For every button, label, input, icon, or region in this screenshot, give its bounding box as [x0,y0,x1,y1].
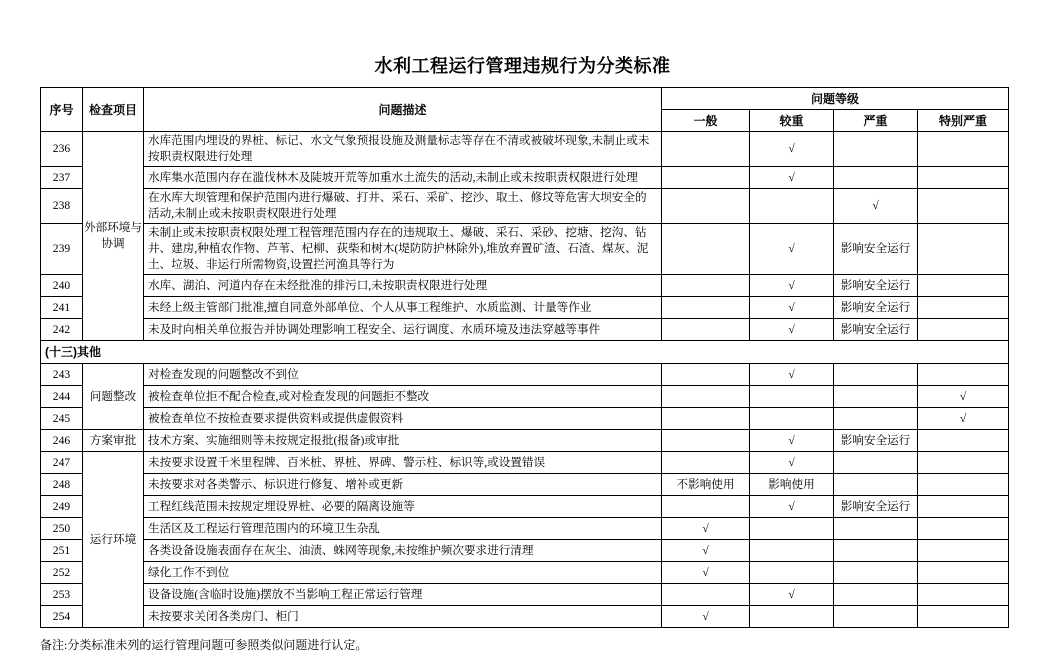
page-title: 水利工程运行管理违规行为分类标准 [374,56,671,76]
col-header-index: 序号 [41,88,83,132]
row-index: 240 [41,275,83,297]
table-header [41,88,1009,132]
header-row-1 [41,88,1009,110]
footnote: 备注:分类标准未列的运行管理问题可参照类似问题进行认定。 [40,638,368,652]
level-cell-moderate [750,562,834,584]
description-cell: 设备设施(含临时设施)摆放不当影响工程正常运行管理 [144,584,662,606]
level-cell-moderate: √ [750,584,834,606]
row-index: 250 [41,518,83,540]
table-row [41,297,1009,319]
description-cell: 对检查发现的问题整改不到位 [144,364,662,386]
level-cell-moderate [750,606,834,628]
row-index: 254 [41,606,83,628]
col-header-description: 问题描述 [144,88,662,132]
level-cell-general [662,452,750,474]
level-cell-moderate [750,518,834,540]
level-cell-severe: 影响安全运行 [834,275,918,297]
table-row [41,562,1009,584]
description-cell: 生活区及工程运行管理范围内的环境卫生杂乱 [144,518,662,540]
table-row [41,474,1009,496]
level-cell-severe [834,167,918,189]
level-cell-severe [834,584,918,606]
level-cell-severe [834,606,918,628]
table-row [41,319,1009,341]
col-header-level-critical: 特别严重 [918,110,1009,132]
category-cell: 方案审批 [83,430,144,452]
level-cell-severe [834,452,918,474]
level-cell-general [662,224,750,275]
description-cell: 工程红线范围未按规定埋设界桩、必要的隔离设施等 [144,496,662,518]
level-cell-severe [834,364,918,386]
row-index: 246 [41,430,83,452]
row-index: 249 [41,496,83,518]
row-index: 247 [41,452,83,474]
level-cell-general: √ [662,540,750,562]
classification-table [40,87,1009,628]
level-cell-critical [918,275,1009,297]
description-cell: 绿化工作不到位 [144,562,662,584]
level-cell-moderate: √ [750,275,834,297]
category-cell: 外部环境与协调 [83,132,144,341]
description-cell: 水库范围内埋设的界桩、标记、水文气象预报设施及测量标志等存在不清或被破坏现象,未制止或未按职责权限进行处理 [144,132,662,167]
description-cell: 未经上级主管部门批准,擅自同意外部单位、个人从事工程维护、水质监测、计量等作业 [144,297,662,319]
level-cell-moderate: √ [750,364,834,386]
level-cell-general [662,364,750,386]
level-cell-critical [918,167,1009,189]
row-index: 239 [41,224,83,275]
level-cell-severe [834,474,918,496]
category-cell: 问题整改 [83,364,144,430]
description-cell: 各类设备设施表面存在灰尘、油渍、蛛网等现象,未按维护频次要求进行清理 [144,540,662,562]
level-cell-critical [918,132,1009,167]
level-cell-moderate [750,408,834,430]
col-header-level-severe: 严重 [834,110,918,132]
level-cell-critical [918,430,1009,452]
description-cell: 在水库大坝管理和保护范围内进行爆破、打井、采石、采矿、挖沙、取土、修坟等危害大坝安全的活动,未制止或未按职责权限进行处理 [144,189,662,224]
level-cell-moderate: √ [750,224,834,275]
table-row [41,452,1009,474]
level-cell-severe [834,408,918,430]
level-cell-severe [834,518,918,540]
level-cell-general: 不影响使用 [662,474,750,496]
level-cell-critical [918,540,1009,562]
level-cell-moderate [750,386,834,408]
table-row [41,132,1009,167]
col-header-level-general: 一般 [662,110,750,132]
level-cell-general [662,386,750,408]
row-index: 241 [41,297,83,319]
level-cell-severe [834,562,918,584]
document-page [0,52,1045,658]
row-index: 237 [41,167,83,189]
level-cell-moderate: √ [750,297,834,319]
category-cell: 运行环境 [83,452,144,628]
row-index: 252 [41,562,83,584]
row-index: 251 [41,540,83,562]
description-cell: 被检查单位不按检查要求提供资料或提供虚假资料 [144,408,662,430]
level-cell-general: √ [662,606,750,628]
table-row [41,408,1009,430]
level-cell-severe: 影响安全运行 [834,319,918,341]
level-cell-critical [918,496,1009,518]
description-cell: 未按要求对各类警示、标识进行修复、增补或更新 [144,474,662,496]
description-cell: 被检查单位拒不配合检查,或对检查发现的问题拒不整改 [144,386,662,408]
table-row [41,224,1009,275]
table-row [41,518,1009,540]
row-index: 236 [41,132,83,167]
level-cell-critical: √ [918,408,1009,430]
row-index: 243 [41,364,83,386]
level-cell-general [662,584,750,606]
row-index: 253 [41,584,83,606]
description-cell: 技术方案、实施细则等未按规定报批(报备)或审批 [144,430,662,452]
level-cell-severe: 影响安全运行 [834,496,918,518]
level-cell-moderate: √ [750,496,834,518]
description-cell: 未及时向相关单位报告并协调处理影响工程安全、运行调度、水质环境及违法穿越等事件 [144,319,662,341]
description-cell: 水库集水范围内存在滥伐林木及陡坡开荒等加重水土流失的活动,未制止或未按职责权限进行处理 [144,167,662,189]
level-cell-critical [918,584,1009,606]
description-cell: 未按要求关闭各类房门、柜门 [144,606,662,628]
level-cell-severe: √ [834,189,918,224]
level-cell-general: √ [662,562,750,584]
row-index: 248 [41,474,83,496]
row-index: 242 [41,319,83,341]
level-cell-severe: 影响安全运行 [834,297,918,319]
row-index: 245 [41,408,83,430]
description-cell: 未制止或未按职责权限处理工程管理范围内存在的违规取土、爆破、采石、采砂、挖塘、挖沟、钻井、建房,种植农作物、芦苇、杞柳、荻柴和树木(堤防防护林除外),堆放弃置矿渣、石渣、煤灰、泥土、垃圾、非运行所需物资,设置拦河渔具等行为 [144,224,662,275]
table-body [41,132,1009,628]
level-cell-critical [918,224,1009,275]
level-cell-severe [834,540,918,562]
section-row [41,341,1009,364]
level-cell-critical [918,474,1009,496]
level-cell-critical [918,606,1009,628]
level-cell-critical [918,518,1009,540]
level-cell-general [662,167,750,189]
row-index: 238 [41,189,83,224]
table-row [41,386,1009,408]
col-header-level-moderate: 较重 [750,110,834,132]
level-cell-moderate: √ [750,452,834,474]
table-row [41,606,1009,628]
table-row [41,430,1009,452]
level-cell-moderate: √ [750,167,834,189]
level-cell-general [662,132,750,167]
level-cell-general [662,189,750,224]
level-cell-critical [918,364,1009,386]
level-cell-moderate [750,189,834,224]
table-row [41,189,1009,224]
level-cell-general [662,430,750,452]
level-cell-general [662,275,750,297]
col-header-category: 检查项目 [83,88,144,132]
level-cell-severe [834,386,918,408]
level-cell-moderate: √ [750,132,834,167]
level-cell-critical [918,319,1009,341]
table-row [41,496,1009,518]
level-cell-severe: 影响安全运行 [834,430,918,452]
table-row [41,275,1009,297]
section-label: (十三)其他 [41,341,1009,364]
row-index: 244 [41,386,83,408]
level-cell-moderate: √ [750,430,834,452]
level-cell-moderate: 影响使用 [750,474,834,496]
level-cell-moderate [750,540,834,562]
level-cell-critical [918,297,1009,319]
level-cell-general [662,496,750,518]
description-cell: 未按要求设置千米里程牌、百米桩、界桩、界碑、警示柱、标识等,或设置错误 [144,452,662,474]
level-cell-severe [834,132,918,167]
table-row [41,167,1009,189]
level-cell-critical [918,452,1009,474]
table-row [41,364,1009,386]
level-cell-critical [918,562,1009,584]
level-cell-general [662,297,750,319]
description-cell: 水库、湖泊、河道内存在未经批准的排污口,未按职责权限进行处理 [144,275,662,297]
level-cell-critical [918,189,1009,224]
level-cell-general [662,408,750,430]
level-cell-general: √ [662,518,750,540]
table-row [41,540,1009,562]
table-row [41,584,1009,606]
level-cell-severe: 影响安全运行 [834,224,918,275]
col-header-level-group: 问题等级 [662,88,1009,110]
level-cell-general [662,319,750,341]
level-cell-critical: √ [918,386,1009,408]
level-cell-moderate: √ [750,319,834,341]
